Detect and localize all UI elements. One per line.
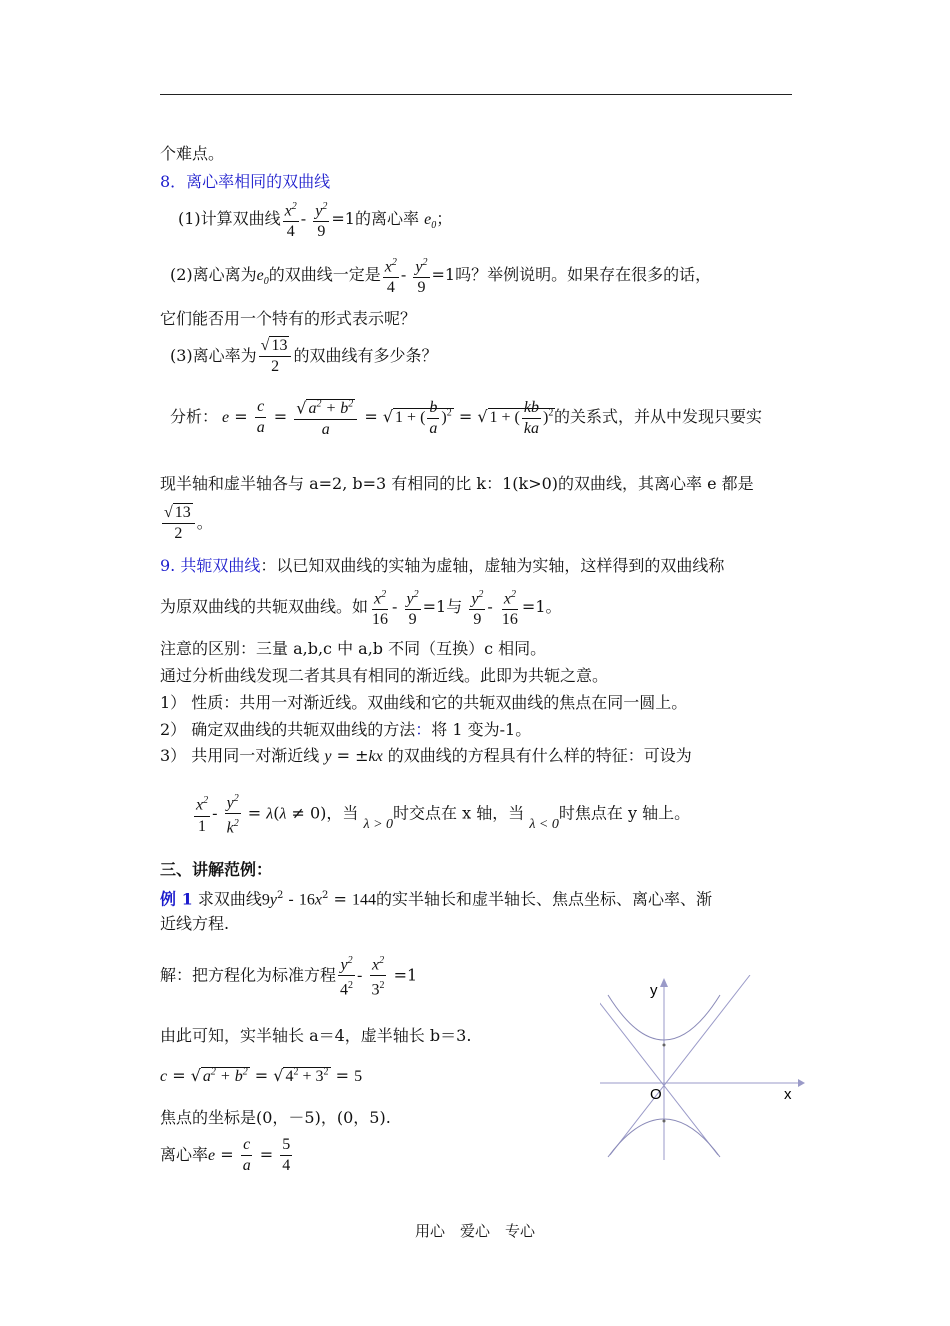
asymptote-1 (610, 975, 750, 1155)
s8-question-2: (2)离心离为$e_0$的双曲线一定是 $\frac{x^2}{4}$ - $\frac{y^2}{9}$ =1吗？举例说明。如果存在很多的话， (170, 254, 711, 297)
section-3-heading: 三、讲解范例： (160, 860, 273, 879)
s8-question-2-line2: 它们能否用一个特有的形式表示呢？ (160, 309, 417, 328)
analysis-label: 分析： (170, 407, 219, 426)
section-8-heading: 8．离心率相同的双曲线 (160, 172, 331, 191)
note-1: 注意的区别：三量 a,b,c 中 a,b 不同（互换）c 相同。 (160, 639, 547, 658)
example-1-line2: 近线方程. (160, 914, 230, 933)
item-3-formula: $\frac{x^2}{1}$ - $\frac{y^2}{k^2}$ = λ(λ ≠ 0)，当 λ > 0时交点在 x 轴，当 λ < 0时焦点在 y 轴上。 (192, 790, 690, 838)
y-axis-label: y (650, 982, 658, 999)
focus-lower (663, 1120, 666, 1123)
solution-line4: 焦点的坐标是(0，－5)，(0，5). (160, 1108, 391, 1127)
solution-line5: 离心率e = $\frac{c}{a}$ = $\frac{5}{4}$ (160, 1136, 291, 1174)
item-3: 3） 共用同一对渐近线 y = ±kx 的双曲线的方程具有什么样的特征：可设为 (160, 746, 692, 765)
origin-label: O (650, 1086, 662, 1103)
solution-line1: 解：把方程化为标准方程 $\frac{y^2}{4^2}$ - $\frac{x^2}{3^2}$ =1 (160, 952, 417, 1000)
section-9-heading: 9. 共轭双曲线 (160, 556, 261, 575)
item-1: 1） 性质：共用一对渐近线。双曲线和它的共轭双曲线的焦点在同一圆上。 (160, 693, 688, 712)
hyperbola-figure (600, 975, 805, 1160)
s9-line1: 9. 共轭双曲线：以已知双曲线的实轴为虚轴，虚轴为实轴，这样得到的双曲线称 (160, 556, 725, 575)
solution-line3: c = √ $a^2 + b^2$ = √ $4^2 + 3^2 = 5$ (160, 1066, 363, 1085)
note-2: 通过分析曲线发现二者其具有相同的渐近线。此即为共轭之意。 (160, 666, 609, 685)
analysis-formula: e = $\frac{c}{a}$ = $\frac{√ a^2 + b^2}{a}$ = √ 1 + ( $\frac{b}{a}$ )$^2$ = √ 1 + ( $\frac{kb}{ka}$ )$^2$ (222, 396, 555, 439)
y-axis-arrow (660, 978, 668, 987)
s8-question-1: (1)计算双曲线 $\frac{x^2}{4}$ - $\frac{y^2}{9}$ =1的离心率 $e_0$； (178, 198, 452, 241)
intro-tail: 个难点。 (160, 144, 225, 163)
analysis-line2: 现半轴和虚半轴各与 a=2, b=3 有相同的比 k：1(k>0)的双曲线，其离心率 e 都是 (160, 474, 754, 493)
header-rule (160, 94, 792, 95)
x-axis-label: x (784, 1086, 792, 1103)
solution-line2: 由此可知，实半轴长 a＝4，虚半轴长 b＝3. (160, 1026, 472, 1045)
focus-upper (663, 1044, 666, 1047)
s9-line2: 为原双曲线的共轭双曲线。如 $\frac{x^2}{16}$ - $\frac{y^2}{9}$ =1与 $\frac{y^2}{9}$ - $\frac{x^2}{16}$ =1。 (160, 586, 562, 629)
analysis-result: $\frac{√ 13}{2}$ 。 (164, 504, 213, 542)
analysis-end: 的关系式，并从中发现只要实 (554, 407, 763, 426)
example-1-line1: 例 1 求双曲线$9y^2 - 16x^2 = 144$的实半轴长和虚半轴长、焦点坐标、离心率、渐 (160, 889, 712, 909)
footer-text: 用心 爱心 专心 (414, 1222, 535, 1240)
s8-question-3: (3)离心率为 $\frac{√ 13}{2}$ 的双曲线有多少条？ (170, 337, 438, 375)
example-1-label: 例 1 (160, 889, 193, 909)
asymptote-2 (600, 975, 718, 1155)
x-axis-arrow (798, 1079, 805, 1087)
item-2: 2） 确定双曲线的共轭双曲线的方法：将 1 变为-1。 (160, 720, 532, 739)
